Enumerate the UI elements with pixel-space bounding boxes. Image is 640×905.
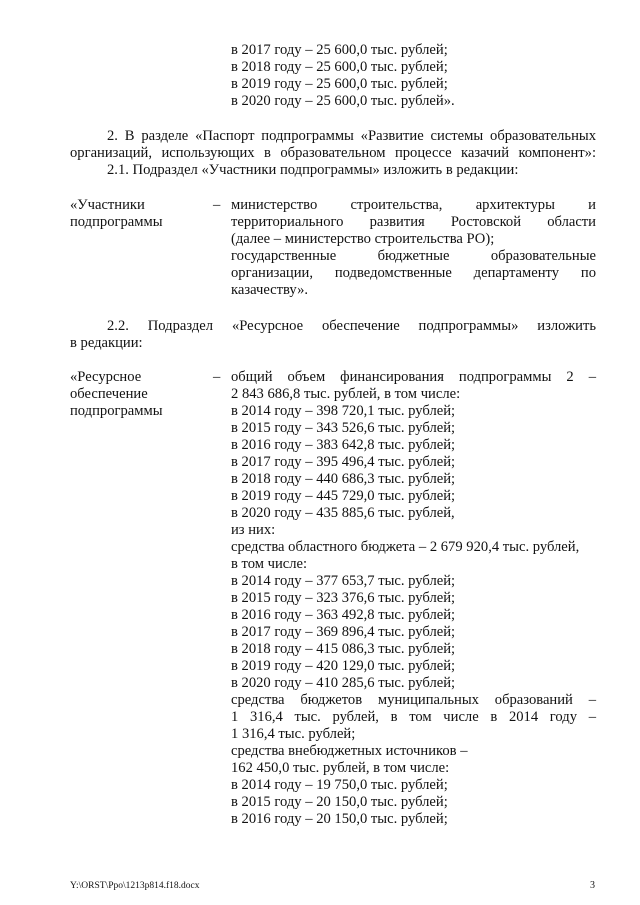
text-line: в 2017 году – 25 600,0 тыс. рублей; bbox=[231, 42, 448, 58]
resources-line: 2 843 686,8 тыс. рублей, в том числе: bbox=[231, 386, 461, 402]
resources-line: средства бюджетов муниципальных образований – bbox=[231, 692, 596, 708]
resources-line: в 2019 году – 445 729,0 тыс. рублей; bbox=[231, 488, 456, 504]
participants-dash: – bbox=[213, 197, 221, 213]
resources-line: в 2016 году – 20 150,0 тыс. рублей; bbox=[231, 811, 448, 827]
resources-line: в 2020 году – 410 285,6 тыс. рублей; bbox=[231, 675, 456, 691]
resources-label: обеспечение bbox=[70, 386, 148, 402]
resources-line: в 2014 году – 19 750,0 тыс. рублей; bbox=[231, 777, 448, 793]
resources-line: в 2014 году – 398 720,1 тыс. рублей; bbox=[231, 403, 456, 419]
participants-line: территориального развития Ростовской области bbox=[231, 214, 596, 230]
resources-line: в том числе: bbox=[231, 556, 308, 572]
resources-line: в 2016 году – 363 492,8 тыс. рублей; bbox=[231, 607, 456, 623]
participants-label: подпрограммы bbox=[70, 214, 163, 230]
resources-dash: – bbox=[213, 369, 221, 385]
paragraph-2-1: 2.1. Подраздел «Участники подпрограммы» изложить в редакции: bbox=[107, 162, 519, 178]
text-line: в 2019 году – 25 600,0 тыс. рублей; bbox=[231, 76, 448, 92]
participants-line: казачеству». bbox=[231, 282, 309, 298]
paragraph-2-line-1: 2. В разделе «Паспорт подпрограммы «Развитие системы образовательных bbox=[107, 128, 596, 144]
resources-line: в 2016 году – 383 642,8 тыс. рублей; bbox=[231, 437, 456, 453]
resources-line: средства внебюджетных источников – bbox=[231, 743, 468, 759]
participants-line: (далее – министерство строительства РО); bbox=[231, 231, 495, 247]
resources-line: в 2018 году – 415 086,3 тыс. рублей; bbox=[231, 641, 456, 657]
resources-line: в 2019 году – 420 129,0 тыс. рублей; bbox=[231, 658, 456, 674]
resources-line: в 2020 году – 435 885,6 тыс. рублей, bbox=[231, 505, 455, 521]
resources-line: 162 450,0 тыс. рублей, в том числе: bbox=[231, 760, 450, 776]
resources-label: подпрограммы bbox=[70, 403, 163, 419]
resources-line: в 2018 году – 440 686,3 тыс. рублей; bbox=[231, 471, 456, 487]
resources-line: из них: bbox=[231, 522, 276, 538]
paragraph-2-2-line-1: 2.2. Подраздел «Ресурсное обеспечение подпрограммы» изложить bbox=[107, 318, 596, 334]
resources-line: в 2015 году – 20 150,0 тыс. рублей; bbox=[231, 794, 448, 810]
resources-line: 1 316,4 тыс. рублей, в том числе в 2014 году – bbox=[231, 709, 596, 725]
paragraph-2-line-2: организаций, использующих в образовательном процессе казачий компонент»: bbox=[70, 145, 596, 161]
resources-line: в 2014 году – 377 653,7 тыс. рублей; bbox=[231, 573, 456, 589]
text-line: в 2018 году – 25 600,0 тыс. рублей; bbox=[231, 59, 448, 75]
footer-file-path: Y:\ORST\Ppo\1213p814.f18.docx bbox=[70, 881, 200, 891]
resources-line: в 2015 году – 323 376,6 тыс. рублей; bbox=[231, 590, 456, 606]
footer-page-number: 3 bbox=[590, 880, 595, 891]
text-line: в 2020 году – 25 600,0 тыс. рублей». bbox=[231, 93, 455, 109]
resources-line: в 2017 году – 395 496,4 тыс. рублей; bbox=[231, 454, 456, 470]
resources-line: в 2015 году – 343 526,6 тыс. рублей; bbox=[231, 420, 456, 436]
resources-line: 1 316,4 тыс. рублей; bbox=[231, 726, 356, 742]
resources-label: «Ресурсное bbox=[70, 369, 142, 385]
participants-line: организации, подведомственные департаменту по bbox=[231, 265, 596, 281]
paragraph-2-2-line-2: в редакции: bbox=[70, 335, 143, 351]
participants-line: государственные бюджетные образовательные bbox=[231, 248, 596, 264]
participants-label: «Участники bbox=[70, 197, 145, 213]
resources-line: в 2017 году – 369 896,4 тыс. рублей; bbox=[231, 624, 456, 640]
resources-line: общий объем финансирования подпрограммы 2 – bbox=[231, 369, 596, 385]
participants-line: министерство строительства, архитектуры и bbox=[231, 197, 596, 213]
resources-line: средства областного бюджета – 2 679 920,4 тыс. рублей, bbox=[231, 539, 580, 555]
